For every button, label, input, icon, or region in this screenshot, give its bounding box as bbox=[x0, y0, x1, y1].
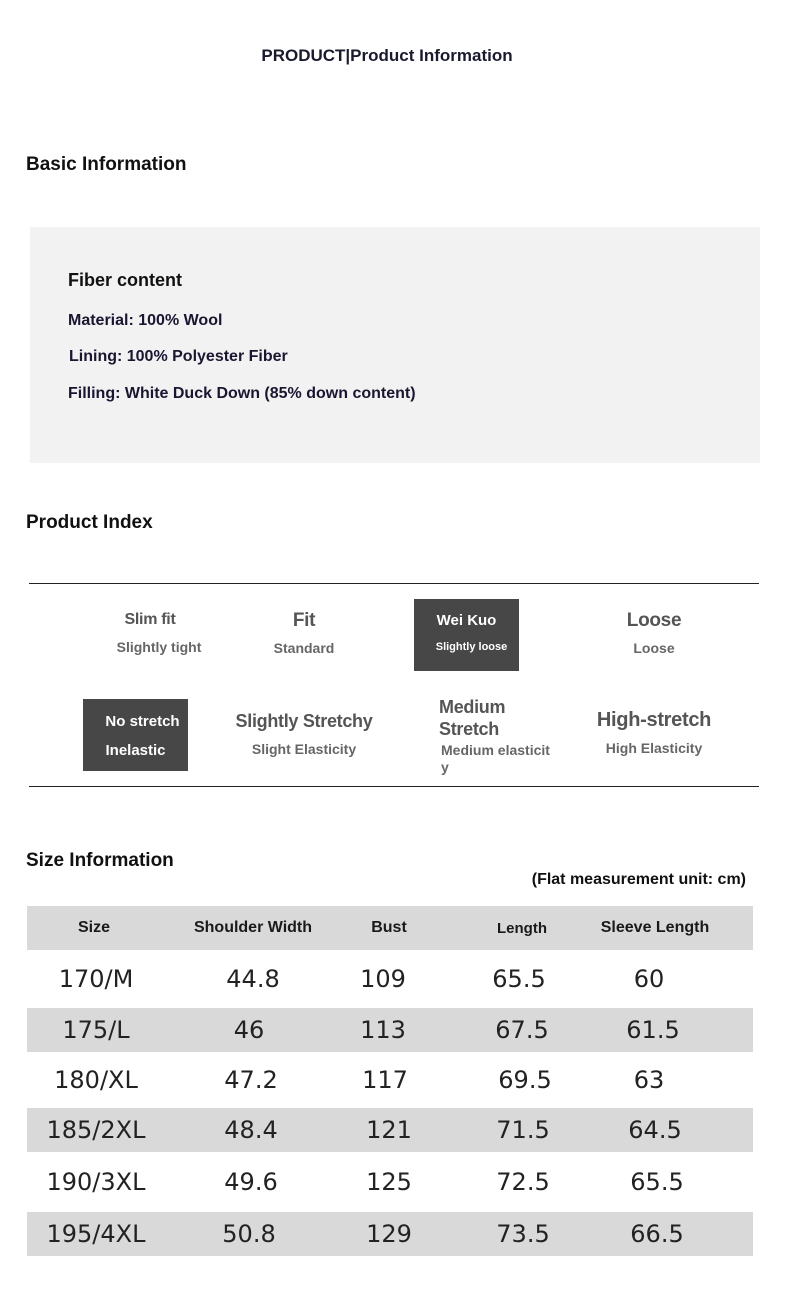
size-cell: 195/4XL bbox=[46, 1220, 146, 1248]
length-cell: 71.5 bbox=[496, 1116, 550, 1144]
sleeve-cell: 65.5 bbox=[630, 1168, 684, 1196]
size-cell: 180/XL bbox=[54, 1066, 138, 1094]
size-cell: 175/L bbox=[62, 1016, 130, 1044]
column-header: Shoulder Width bbox=[193, 919, 313, 936]
fit-option-loose bbox=[596, 610, 712, 656]
sleeve-cell: 60 bbox=[633, 965, 665, 993]
fit-option-label: Slim fit bbox=[124, 611, 176, 628]
table-row bbox=[27, 1212, 753, 1256]
stretch-option-desc: High Elasticity bbox=[605, 740, 703, 756]
fit-option-label: Loose bbox=[626, 610, 682, 631]
length-cell: 73.5 bbox=[496, 1220, 550, 1248]
size-table bbox=[27, 906, 753, 1256]
shoulder-cell: 44.8 bbox=[226, 965, 280, 993]
size-information-heading: Size Information bbox=[26, 850, 174, 871]
page-title: PRODUCT|Product Information bbox=[261, 46, 513, 65]
material-line: Material: 100% Wool bbox=[68, 312, 223, 329]
bust-cell: 129 bbox=[366, 1220, 412, 1248]
stretch-option-label: High-stretch bbox=[596, 709, 712, 731]
shoulder-cell: 48.4 bbox=[224, 1116, 278, 1144]
stretch-option-label: Medium Stretch bbox=[439, 697, 506, 739]
index-top-rule bbox=[29, 583, 759, 584]
table-row bbox=[27, 1152, 753, 1212]
column-header: Size bbox=[77, 919, 110, 936]
size-cell: 190/3XL bbox=[46, 1168, 146, 1196]
fit-option-label: Fit bbox=[292, 610, 316, 631]
filling-line: Filling: White Duck Down (85% down content) bbox=[68, 385, 416, 402]
table-row bbox=[27, 1108, 753, 1152]
shoulder-cell: 50.8 bbox=[222, 1220, 276, 1248]
fit-option-label: Wei Kuo bbox=[436, 612, 497, 629]
fit-option-desc: Standard bbox=[273, 640, 335, 656]
fiber-content-panel bbox=[30, 227, 760, 463]
bust-cell: 117 bbox=[362, 1066, 408, 1094]
table-row bbox=[27, 950, 753, 1008]
fit-option-slim bbox=[92, 611, 208, 655]
basic-information-heading: Basic Information bbox=[26, 154, 187, 175]
table-row bbox=[27, 1008, 753, 1052]
length-cell: 72.5 bbox=[496, 1168, 550, 1196]
shoulder-cell: 49.6 bbox=[224, 1168, 278, 1196]
stretch-option-none-selected bbox=[83, 699, 188, 771]
length-cell: 69.5 bbox=[498, 1066, 552, 1094]
size-cell: 170/M bbox=[58, 965, 134, 993]
sleeve-cell: 61.5 bbox=[626, 1016, 680, 1044]
column-header: Sleeve Length bbox=[600, 919, 710, 936]
fit-option-fit bbox=[244, 610, 364, 656]
shoulder-cell: 47.2 bbox=[224, 1066, 278, 1094]
bust-cell: 113 bbox=[360, 1016, 406, 1044]
shoulder-cell: 46 bbox=[233, 1016, 265, 1044]
fiber-content-title: Fiber content bbox=[68, 270, 183, 290]
fit-option-wei-kuo-selected bbox=[414, 599, 519, 671]
stretch-option-desc: Slight Elasticity bbox=[251, 741, 357, 757]
stretch-option-label: Slightly Stretchy bbox=[235, 711, 373, 731]
length-cell: 67.5 bbox=[495, 1016, 549, 1044]
stretch-option-desc: Medium elasticity bbox=[441, 742, 550, 775]
size-cell: 185/2XL bbox=[46, 1116, 146, 1144]
index-bottom-rule bbox=[29, 786, 759, 787]
stretch-option-high bbox=[584, 709, 724, 756]
sleeve-cell: 66.5 bbox=[630, 1220, 684, 1248]
table-header-row bbox=[27, 906, 753, 950]
bust-cell: 125 bbox=[366, 1168, 412, 1196]
stretch-option-desc: Inelastic bbox=[105, 742, 166, 759]
table-row bbox=[27, 1052, 753, 1108]
column-header: Bust bbox=[371, 919, 407, 936]
sleeve-cell: 63 bbox=[633, 1066, 665, 1094]
stretch-option-medium bbox=[439, 696, 559, 776]
stretch-option-slight bbox=[226, 711, 382, 757]
stretch-option-label: No stretch bbox=[105, 713, 180, 730]
fit-option-desc: Slightly loose bbox=[435, 641, 508, 653]
fit-option-desc: Loose bbox=[633, 640, 675, 656]
bust-cell: 121 bbox=[366, 1116, 412, 1144]
fit-option-desc: Slightly tight bbox=[116, 639, 202, 655]
bust-cell: 109 bbox=[360, 965, 406, 993]
product-index-heading: Product Index bbox=[26, 512, 153, 533]
lining-line: Lining: 100% Polyester Fiber bbox=[69, 348, 288, 365]
sleeve-cell: 64.5 bbox=[628, 1116, 682, 1144]
length-cell: 65.5 bbox=[492, 965, 546, 993]
unit-note: (Flat measurement unit: cm) bbox=[531, 871, 746, 888]
column-header: Length bbox=[497, 919, 547, 937]
